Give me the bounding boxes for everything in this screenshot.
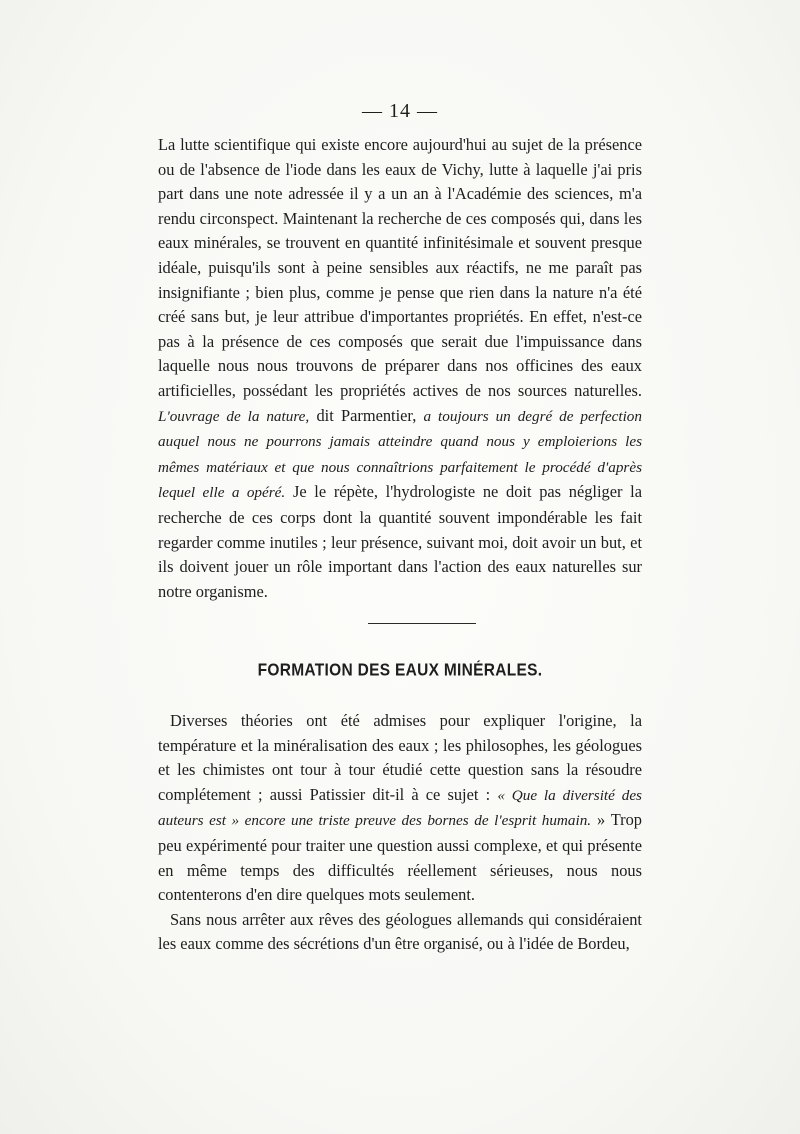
section-title: FORMATION DES EAUX MINÉRALES. bbox=[257, 660, 543, 680]
paragraph-text: Diverses théories ont été admises pour expliquer l'origine, la température et la minéralisation des eaux ; les philosophes, les géologues et les chimistes ont tour à tour étudié cette question sans la résoudre complétement ; aussi Patissier dit-il à ce sujet : bbox=[158, 711, 642, 804]
quote-parmentier: a toujours un degré de perfection auquel nous ne pourrons jamais atteindre quand nous y emploierions les mêmes matériaux et que nous connaîtrions parfaitement le procédé d'après lequel elle a opéré. bbox=[158, 407, 642, 502]
quote-title: L'ouvrage de la nature, bbox=[158, 407, 310, 425]
paragraph-text: » Trop peu expérimenté pour traiter une question aussi complexe, et qui présente en même temps des difficultés réellement sérieuses, nous nous contenterons d'en dire quelques mots seulement. bbox=[158, 810, 642, 905]
body-text-lower bbox=[158, 709, 642, 957]
paragraph-iode bbox=[158, 133, 642, 604]
paragraph-theories bbox=[158, 709, 642, 908]
paragraph-text: La lutte scientifique qui existe encore aujourd'hui au sujet de la présence ou de l'absence de l'iode dans les eaux de Vichy, lutte à laquelle j'ai pris part dans une note adressée il y a un an à l'Académie des sciences, m'a rendu circonspect. Maintenant la recherche de ces composés qui, dans les eaux minérales, se trouvent en quantité infinitésimale et souvent presque idéale, puisqu'ils sont à peine sensibles aux réactifs, ne me paraît pas insignifiante ; bien plus, comme je pense que rien dans la nature n'a été créé sans but, je leur attribue d'importantes propriétés. En effet, n'est-ce pas à la présence de ces composés que serait due l'impuissance dans laquelle nous nous trouvons de préparer dans nos officines des eaux artificielles, possédant les propriétés actives de nos sources naturelles. bbox=[158, 135, 642, 400]
quote-patissier: « Que la diversité des auteurs est » encore une triste preuve des bornes de l'esprit humain. bbox=[158, 786, 642, 830]
section-divider bbox=[368, 623, 476, 624]
paragraph-text: Sans nous arrêter aux rêves des géologues allemands qui considéraient les eaux comme des sécrétions d'un être organisé, ou à l'idée de Bordeu, bbox=[158, 909, 642, 954]
paragraph-text: dit Parmentier, bbox=[316, 405, 417, 425]
page-number: — 14 — bbox=[362, 100, 438, 122]
paragraph-text: Je le répète, l'hydrologiste ne doit pas négliger la recherche de ces corps dont la quantité souvent impondérable les fait regarder comme inutiles ; leur présence, suivant moi, doit avoir un but, et ils doivent jouer un rôle important dans l'action des eaux naturelles sur notre organisme. bbox=[158, 482, 642, 601]
body-text-upper bbox=[158, 133, 642, 604]
paragraph-geologues bbox=[158, 908, 642, 957]
